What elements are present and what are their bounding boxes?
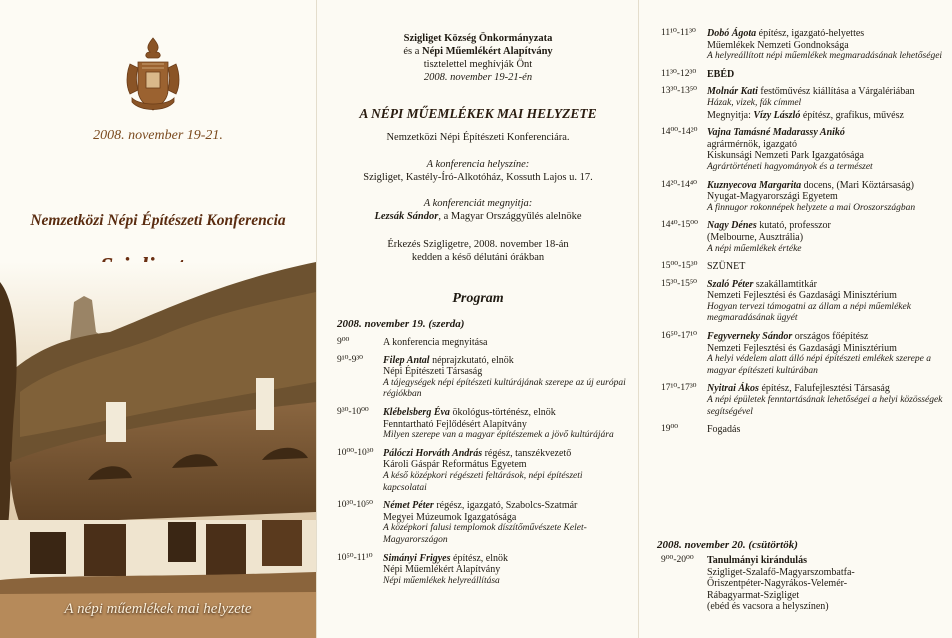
speaker-role: szakállamtitkár [753,278,817,290]
excursion-desc [707,555,947,613]
host-municipality: Szigliget Község Önkormányzata [403,33,553,44]
schedule-row [661,69,947,81]
schedule-row [337,553,627,588]
coat-of-arms-icon [118,34,188,118]
opener-name: Lezsák Sándor [374,211,439,222]
slot-desc [707,127,947,173]
speaker-org: Megyei Múzeumok Igazgatósága [383,511,517,523]
day2-heading: 2008. november 20. (csütörtök) [657,539,798,551]
slot-time: 17¹⁰-17³⁰ [661,383,697,394]
talk-topic: A tájegységek népi építészeti kultúrájának szerepe az új európai régiókban [383,377,626,400]
hosts-block [317,32,638,84]
schedule-row [337,355,627,401]
schedule-row [661,180,947,215]
speaker-org: Nemzeti Fejlesztési és Gazdasági Minisztérium [707,290,897,302]
invite-date: 2008. november 19-21-én [423,72,533,83]
slot-time: 9⁰⁰ [337,337,350,347]
speaker-org: Műemlékek Nemzeti Gondnoksága [707,39,849,51]
opener-label: A konferenciát megnyitja: [423,198,533,209]
slot-desc [707,220,947,255]
program-heading: Program [452,291,504,306]
speaker-role: ökológus-történész, elnök [449,406,556,418]
host-foundation-line [317,45,638,58]
schedule-row [661,127,947,173]
slot-time: 15⁰⁰-15³⁰ [661,261,698,272]
speaker-role: régész, igazgató, Szabolcs-Szatmár [433,500,578,512]
slot-desc [383,407,627,442]
schedule-row [337,407,627,442]
speaker-role: kutató, professzor [756,220,831,232]
break-label: SZÜNET [707,261,746,273]
cover-panel [0,0,316,638]
schedule-row [661,220,947,255]
opener-prefix: Megnyitja: [707,109,754,121]
slot-time: 13³⁰-13⁵⁰ [661,86,697,97]
slot-time: 11¹⁰-11³⁰ [661,28,696,38]
opener-block [317,197,638,223]
talk-topic: A népi épületek fenntartásának lehetőségei a helyi közösségek segítségével [707,395,943,417]
speaker-name: Molnár Kati [707,86,758,98]
slot-time: 14²⁰-14⁴⁰ [661,179,697,190]
speaker-name: Szaló Péter [707,278,754,290]
speaker-org: (Melbourne, Ausztrália) [707,231,804,243]
speaker-name: Simányi Frigyes [383,552,451,564]
slot-desc [383,500,627,546]
host-connector: és a [403,46,420,57]
lunch-label: EBÉD [707,68,735,80]
arrival-block [317,238,638,264]
arrival-line-2: kedden a késő délutáni órákban [411,252,545,263]
schedule-row [661,424,947,436]
opener-role: építész, grafikus, művész [800,109,904,121]
speaker-org: Népi Műemlékért Alapítvány [383,564,501,576]
speaker-name: Filep Antal [383,354,430,366]
talk-topic: A késő középkori régészeti feltárások, népi építészeti kapcsolatai [383,470,583,493]
invitation-panel [316,0,638,638]
excursion-route-3: Rábagyarmat-Szigliget [707,589,800,601]
opener-name: Vízy László [753,109,801,121]
talk-topic: Agrártörténeti hagyományok és a természet [707,161,873,172]
talk-topic: A középkori falusi templomok díszítőművészete Kelet-Magyarországon [383,523,587,545]
slot-time: 14⁴⁰-15⁰⁰ [661,220,698,231]
speaker-role: néprajzkutató, elnök [429,354,514,366]
slot-time: 9⁰⁰-20⁰⁰ [661,555,694,565]
slot-time: 16⁵⁰-17¹⁰ [661,331,697,342]
arrival-line-1: Érkezés Szigligetre, 2008. november 18-án [387,239,569,250]
slot-desc [383,448,627,494]
talk-topic: Milyen szerepe van a magyar építészemek a jövő kultúrájára [383,430,614,441]
speaker-org: Károli Gáspár Református Egyetem [383,459,527,471]
schedule-day2 [661,555,947,619]
excursion-route-2: Őriszentpéter-Nagyrákos-Velemér- [707,578,848,590]
speaker-org: agrármérnök, igazgató [707,138,797,150]
conference-subtitle: Nemzetközi Népi Építészeti Konferenciára. [386,132,570,143]
speaker-org: Fenntartható Fejlődésért Alapítvány [383,418,527,430]
excursion-title: Tanulmányi kirándulás [707,555,807,566]
venue-label: A konferencia helyszíne: [426,159,530,170]
talk-topic: Népi műemlékek helyreállítása [383,575,500,586]
slot-desc [707,28,947,63]
speaker-name: Német Péter [383,500,434,512]
speaker-name: Klébelsberg Éva [383,406,450,418]
slot-time: 10³⁰-10⁵⁰ [337,500,373,511]
opener-line [317,210,638,223]
talk-topic: Hogyan tervezi támogatni az állam a népi műemlékek megmaradásának ügyét [707,301,911,324]
slot-desc [383,355,627,401]
invite-line: tisztelettel meghívják Önt [423,59,533,70]
schedule-row [661,86,947,121]
talk-topic: A helyreállított népi műemlékek megmaradásának lehetőségei [707,51,943,62]
talk-topic: Házak, vizek, fák címmel [707,97,802,108]
schedule-row [337,337,627,349]
cover-motto: A népi műemlékek mai helyzete [64,601,252,617]
schedule-row [661,28,947,63]
slot-time: 9³⁰-10⁰⁰ [337,406,369,417]
cover-date: 2008. november 19-21. [93,128,223,143]
speaker-role: építész, Falufejlesztési Társaság [758,383,890,395]
schedule-row [337,448,627,494]
slot-desc [707,279,947,325]
speaker-role: építész, elnök [450,552,508,564]
conference-title: A NÉPI MŰEMLÉKEK MAI HELYZETE [359,106,597,121]
cover-conference-title: Nemzetközi Népi Építészeti Konferencia [30,212,286,229]
excursion-note: (ebéd és vacsora a helyszínen) [707,601,829,613]
speaker-role: országos főépítész [792,331,869,343]
schedule-row [661,331,947,377]
program-continued-panel [638,0,952,638]
speaker-role: építész, igazgató-helyettes [756,28,865,39]
speaker-role: festőművész kiállítása a Várgalériában [757,86,915,98]
slot-time: 19⁰⁰ [661,424,679,435]
reception-label: Fogadás [707,424,741,436]
speaker-name: Dobó Ágota [707,28,757,39]
speaker-org: Népi Építészeti Társaság [383,366,483,378]
slot-desc [383,553,627,588]
speaker-name: Fegyverneky Sándor [707,331,793,343]
slot-time: 11³⁰-12³⁰ [661,68,697,79]
slot-desc [707,86,947,121]
speaker-name: Nyitrai Ákos [707,383,759,395]
schedule-row [661,279,947,325]
talk-topic: A népi műemlékek értéke [707,243,802,254]
excursion-route-1: Szigliget-Szalafő-Magyarszombatfa- [707,566,855,578]
exhibition-opener [707,110,947,122]
host-foundation: Népi Műemlékért Alapítvány [422,46,553,57]
speaker-org-extra: Kiskunsági Nemzeti Park Igazgatósága [707,150,864,162]
speaker-name: Kuznyecova Margarita [707,179,802,191]
speaker-org: Nemzeti Fejlesztési és Gazdasági Minisztérium [707,342,897,354]
venue-block [317,158,638,184]
slot-time: 9¹⁰-9³⁰ [337,354,363,365]
slot-time: 14⁰⁰-14²⁰ [661,127,698,138]
speaker-name: Nagy Dénes [707,220,757,232]
speaker-role: régész, tanszékvezető [482,447,572,459]
opener-role: , a Magyar Országgyűlés alelnöke [438,211,582,222]
slot-desc: A konferencia megnyitása [383,337,488,348]
slot-desc [707,331,947,377]
slot-time: 15³⁰-15⁵⁰ [661,278,697,289]
speaker-role: docens, (Mari Köztársaság) [801,179,914,191]
schedule-row [661,261,947,273]
slot-desc [707,180,947,215]
schedule-right [661,28,947,442]
venue-address: Szigliget, Kastély-Író-Alkotóház, Kossuth Lajos u. 17. [363,172,593,183]
cover-photo [0,262,316,638]
talk-topic: A finnugor rokonnépek helyzete a mai Oroszországban [707,202,916,213]
schedule-row [337,500,627,546]
slot-time: 10⁵⁰-11¹⁰ [337,552,373,563]
schedule-left [337,337,627,593]
talk-topic: A helyi védelem alatt álló népi építészeti emlékek szerepe a magyar építészeti kultúrában [707,354,931,376]
speaker-org: Nyugat-Magyarországi Egyetem [707,191,838,203]
day1-heading: 2008. november 19. (szerda) [337,318,465,330]
schedule-row [661,383,947,418]
slot-desc [707,383,947,418]
schedule-row [661,555,947,613]
speaker-name: Vajna Tamásné Madarassy Anikó [707,127,845,139]
slot-time: 10⁰⁰-10³⁰ [337,447,374,458]
speaker-name: Pálóczi Horváth András [383,447,483,459]
